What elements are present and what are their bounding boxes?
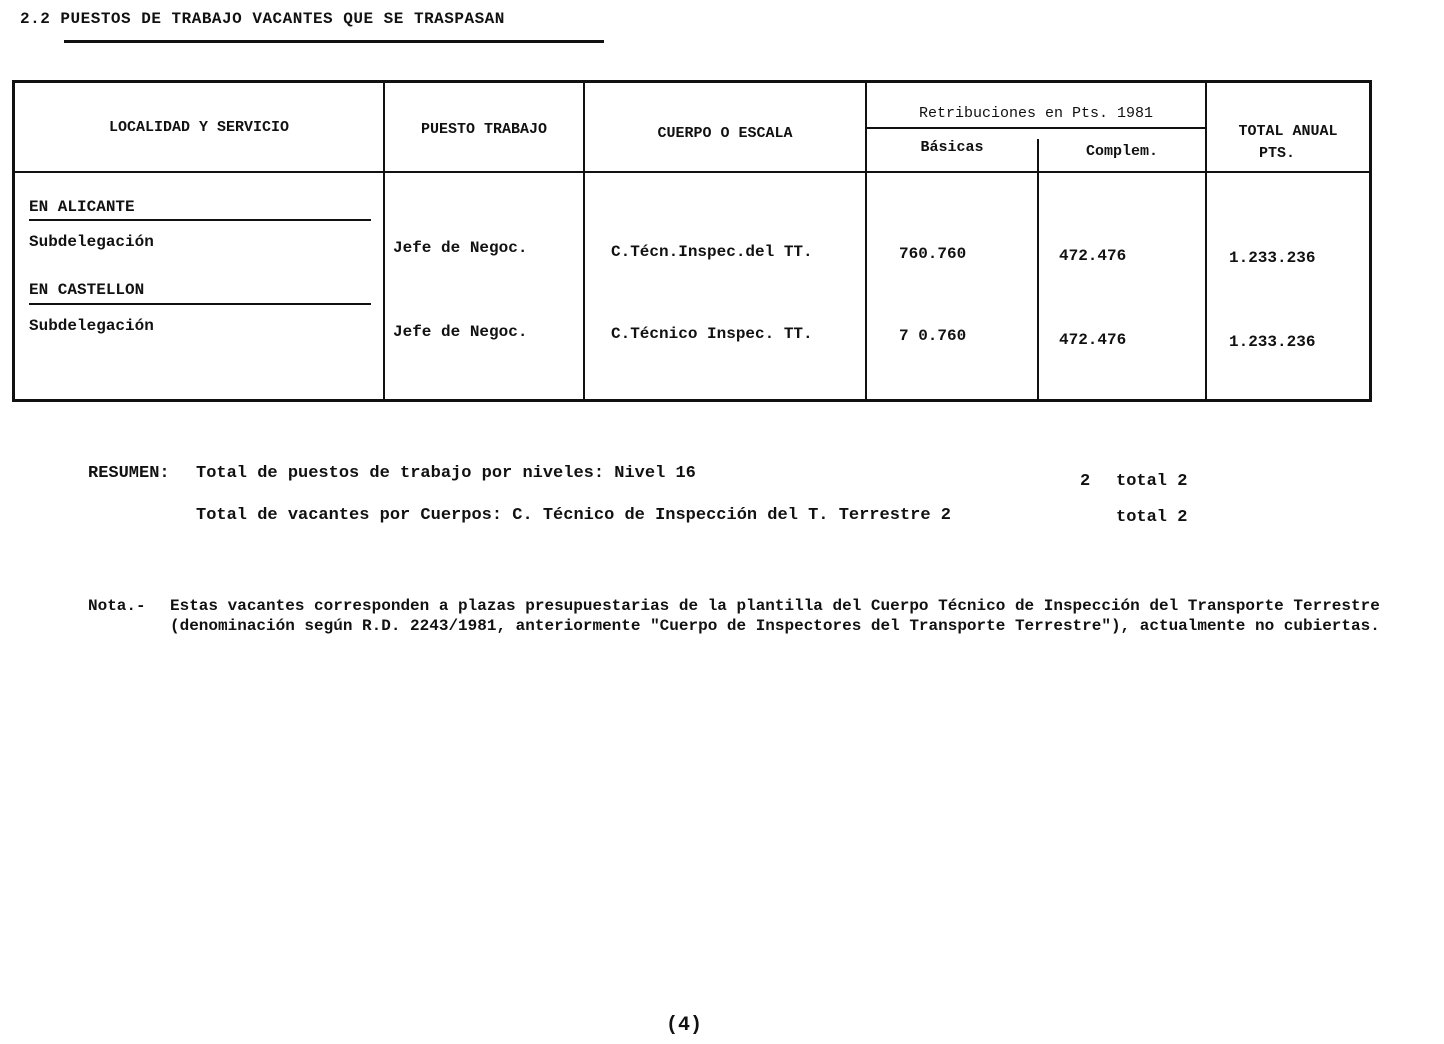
heading-underline: [64, 40, 604, 43]
header-localidad: LOCALIDAD Y SERVICIO: [108, 119, 290, 136]
servicio-2: Subdelegación: [29, 317, 154, 335]
servicio-1: Subdelegación: [29, 233, 154, 251]
nota-block: [88, 596, 1408, 636]
col-divider-4: [1037, 139, 1039, 399]
cuerpo-1: C.Técn.Inspec.del TT.: [611, 243, 813, 261]
header-bottom-rule: [15, 171, 1369, 173]
header-basicas: Básicas: [920, 139, 984, 156]
place-alicante: EN ALICANTE: [29, 198, 135, 216]
col-divider-3: [865, 83, 867, 399]
resumen-line1-count: 2: [1080, 472, 1091, 491]
total-2: 1.233.236: [1229, 333, 1316, 351]
place-castellon: EN CASTELLON: [29, 281, 145, 299]
complem-2: 472.476: [1059, 331, 1127, 349]
resumen-label: RESUMEN:: [88, 464, 170, 483]
header-complem: Complem.: [1085, 143, 1158, 160]
header-retribuciones: Retribuciones en Pts. 1981: [918, 105, 1154, 122]
resumen-line2-total: total 2: [1116, 508, 1188, 527]
nota-text: Estas vacantes corresponden a plazas presupuestarias de la plantilla del Cuerpo Técnico de Inspección del Transporte Terrestre (denominación según R.D. 2243/1981, anteriormente "Cuerpo de Inspectores del Transporte Terrestre"), actualmente no cubiertas.: [170, 597, 1380, 635]
puesto-1: Jefe de Negoc.: [393, 239, 528, 257]
header-cuerpo: CUERPO O ESCALA: [657, 125, 793, 142]
retribuciones-rule: [867, 127, 1205, 129]
basicas-2: 7 0.760: [899, 327, 967, 345]
header-total-line1: TOTAL ANUAL: [1238, 123, 1338, 140]
resumen-line2: Total de vacantes por Cuerpos: C. Técnico de Inspección del T. Terrestre 2: [196, 506, 951, 525]
header-puesto: PUESTO TRABAJO: [420, 121, 548, 138]
vacancies-table: [12, 80, 1372, 402]
complem-1: 472.476: [1059, 247, 1127, 265]
place-castellon-underline: [29, 303, 371, 305]
resumen-line1: Total de puestos de trabajo por niveles: Nivel 16: [196, 464, 696, 483]
puesto-2: Jefe de Negoc.: [393, 323, 528, 341]
resumen-line1-total: total 2: [1116, 472, 1188, 491]
header-total-line2: PTS.: [1258, 145, 1295, 162]
page-number: (4): [666, 1014, 703, 1037]
nota-label: Nota.-: [88, 597, 146, 615]
place-alicante-underline: [29, 219, 371, 221]
section-heading: 2.2 PUESTOS DE TRABAJO VACANTES QUE SE TRASPASAN: [20, 10, 505, 28]
cuerpo-2: C.Técnico Inspec. TT.: [611, 325, 813, 343]
total-1: 1.233.236: [1229, 249, 1316, 267]
basicas-1: 760.760: [899, 245, 967, 263]
